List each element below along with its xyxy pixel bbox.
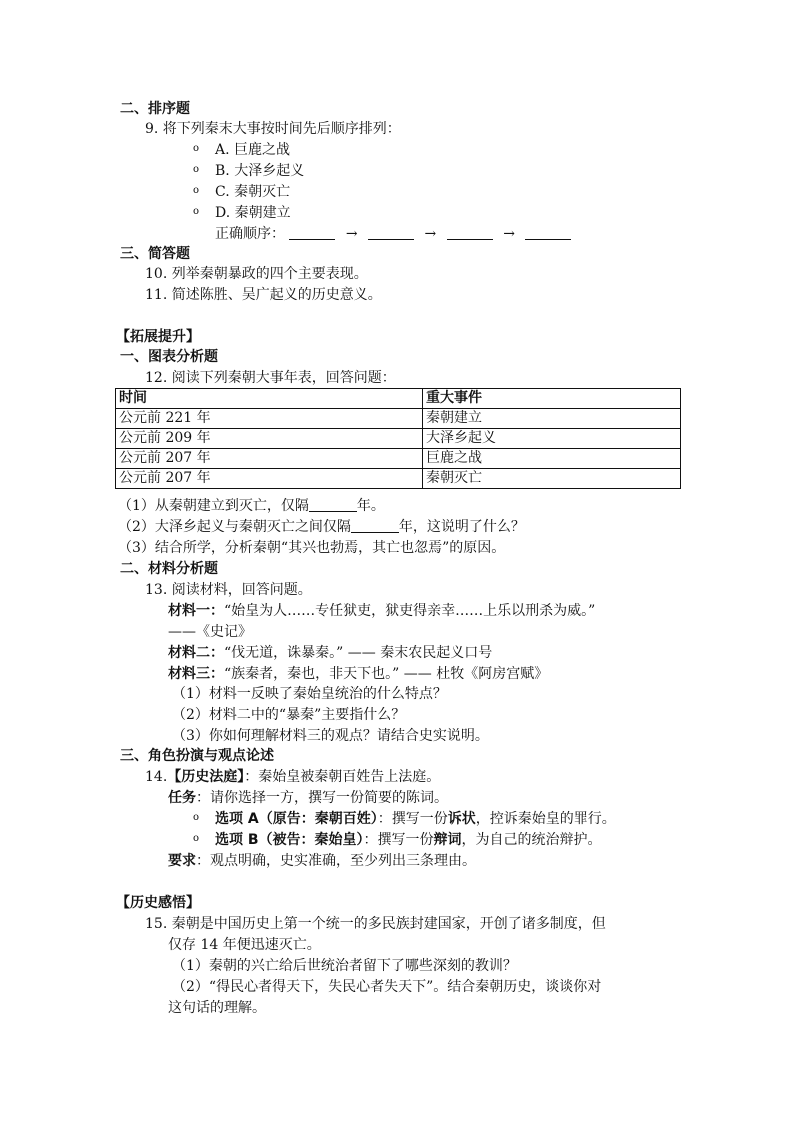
requirement-line: [168, 851, 476, 871]
bullet-icon: o: [193, 143, 200, 154]
question-text: ：秦始皇被秦朝百姓告上法庭。: [244, 769, 441, 785]
option-d: D. 秦朝建立: [215, 205, 291, 221]
extension-heading: 【拓展提升】: [116, 329, 200, 345]
material-2: [168, 643, 492, 663]
task-label: 任务: [168, 790, 196, 806]
question-13: 13. 阅读材料，回答问题。: [145, 582, 312, 598]
bullet-icon: o: [193, 812, 200, 823]
option-keyword: 诉状: [447, 811, 476, 827]
question-text: 年，这说明了什么？: [398, 519, 525, 535]
question-9: 9. 将下列秦末大事按时间先后顺序排列：: [145, 121, 401, 137]
question-15: 15. 秦朝是中国历史上第一个统一的多民族封建国家，开创了诸多制度，但: [145, 916, 606, 932]
material-text: “始皇为人……专任狱吏，狱吏得亲幸……上乐以刑杀为威。”: [224, 603, 596, 619]
question-15-cont: 仅存 14 年便迅速灭亡。: [168, 937, 321, 953]
option-text: ，控诉秦始皇的罪行。: [475, 811, 616, 827]
answer-blank[interactable]: [309, 497, 357, 512]
option-c: C. 秦朝灭亡: [215, 184, 291, 200]
option-text: ：撰写一份: [363, 832, 434, 848]
question-15-2: （2）“得民心者得天下，失民心者失天下”。结合秦朝历史，谈谈你对: [172, 979, 602, 995]
question-12-1: [118, 496, 385, 516]
table-cell-event: 大泽乡起义: [423, 429, 681, 449]
table-cell-time: 公元前 207 年: [116, 449, 423, 469]
material-label: 材料二：: [168, 645, 224, 661]
material-1: [168, 601, 595, 621]
question-12-3: （3）结合所学，分析秦朝“其兴也勃焉，其亡也忽焉”的原因。: [118, 540, 506, 556]
material-text: “族秦者，秦也，非天下也。” —— 杜牧《阿房宫赋》: [224, 666, 549, 682]
answer-blank[interactable]: [289, 225, 335, 240]
material-label: 材料三：: [168, 666, 224, 682]
question-13-1: （1）材料一反映了秦始皇统治的什么特点？: [172, 686, 447, 702]
section-heading-material-analysis: 二、材料分析题: [120, 561, 218, 577]
task-text: ：请你选择一方，撰写一份简要的陈词。: [196, 790, 448, 806]
answer-blank[interactable]: [368, 225, 414, 240]
option-text: ，为自己的统治辩护。: [461, 832, 602, 848]
order-label: 正确顺序：: [215, 226, 285, 242]
option-plaintiff: [215, 809, 616, 829]
table-cell-time: 公元前 207 年: [116, 469, 423, 489]
chronology-table: [115, 388, 681, 489]
question-text: （2）大泽乡起义与秦朝灭亡之间仅隔: [118, 519, 351, 535]
material-1-source: ——《史记》: [168, 624, 252, 640]
question-14: [145, 767, 440, 787]
option-b: B. 大泽乡起义: [215, 163, 305, 179]
question-13-2: （2）材料二中的“暴秦”主要指什么？: [172, 707, 406, 723]
bullet-icon: o: [193, 185, 200, 196]
requirement-label: 要求: [168, 853, 196, 869]
table-row: [116, 449, 681, 469]
section-heading-short-answer: 三、简答题: [120, 246, 190, 262]
option-label: 选项 A（原告：秦朝百姓）: [215, 811, 378, 827]
answer-blank[interactable]: [525, 225, 571, 240]
court-title: 【历史法庭】: [167, 769, 245, 785]
table-row: [116, 429, 681, 449]
question-text: （1）从秦朝建立到灭亡，仅隔: [118, 498, 309, 514]
table-cell-time: 公元前 221 年: [116, 409, 423, 429]
question-11: 11. 简述陈胜、吴广起义的历史意义。: [145, 287, 382, 303]
reflection-heading: 【历史感悟】: [116, 895, 200, 911]
answer-blank[interactable]: [351, 518, 399, 533]
material-3: [168, 664, 548, 684]
table-header-row: [116, 389, 681, 409]
task-line: [168, 788, 448, 808]
answer-blank[interactable]: [447, 225, 493, 240]
table-header-time: 时间: [116, 389, 423, 409]
bullet-icon: o: [193, 164, 200, 175]
question-12-2: [118, 517, 525, 537]
question-13-3: （3）你如何理解材料三的观点？请结合史实说明。: [172, 728, 489, 744]
table-header-event: 重大事件: [423, 389, 681, 409]
arrow-icon: →: [345, 226, 358, 242]
option-defendant: [215, 830, 602, 850]
order-answer-line: [215, 224, 571, 244]
question-12: 12. 阅读下列秦朝大事年表，回答问题：: [145, 370, 396, 386]
table-row: [116, 409, 681, 429]
table-cell-event: 巨鹿之战: [423, 449, 681, 469]
question-15-1: （1）秦朝的兴亡给后世统治者留下了哪些深刻的教训？: [172, 958, 517, 974]
question-10: 10. 列举秦朝暴政的四个主要表现。: [145, 266, 368, 282]
arrow-icon: →: [424, 226, 437, 242]
table-cell-event: 秦朝建立: [423, 409, 681, 429]
arrow-icon: →: [503, 226, 515, 242]
table-row: [116, 469, 681, 489]
option-keyword: 辩词: [433, 832, 462, 848]
question-15-2-cont: 这句话的理解。: [168, 1000, 266, 1016]
requirement-text: ：观点明确，史实准确，至少列出三条理由。: [196, 853, 476, 869]
option-text: ：撰写一份: [377, 811, 448, 827]
material-label: 材料一：: [168, 603, 224, 619]
bullet-icon: o: [193, 833, 200, 844]
material-text: “伐无道，诛暴秦。” —— 秦末农民起义口号: [224, 645, 493, 661]
question-text: 年。: [356, 498, 385, 514]
option-label: 选项 B（被告：秦始皇）: [215, 832, 364, 848]
section-heading-role-play: 三、角色扮演与观点论述: [120, 748, 274, 764]
option-a: A. 巨鹿之战: [215, 142, 291, 158]
bullet-icon: o: [193, 206, 200, 217]
question-number: 14.: [145, 769, 168, 785]
table-cell-time: 公元前 209 年: [116, 429, 423, 449]
table-cell-event: 秦朝灭亡: [423, 469, 681, 489]
section-heading-chart-analysis: 一、图表分析题: [120, 349, 218, 365]
section-heading-sorting: 二、排序题: [120, 101, 190, 117]
